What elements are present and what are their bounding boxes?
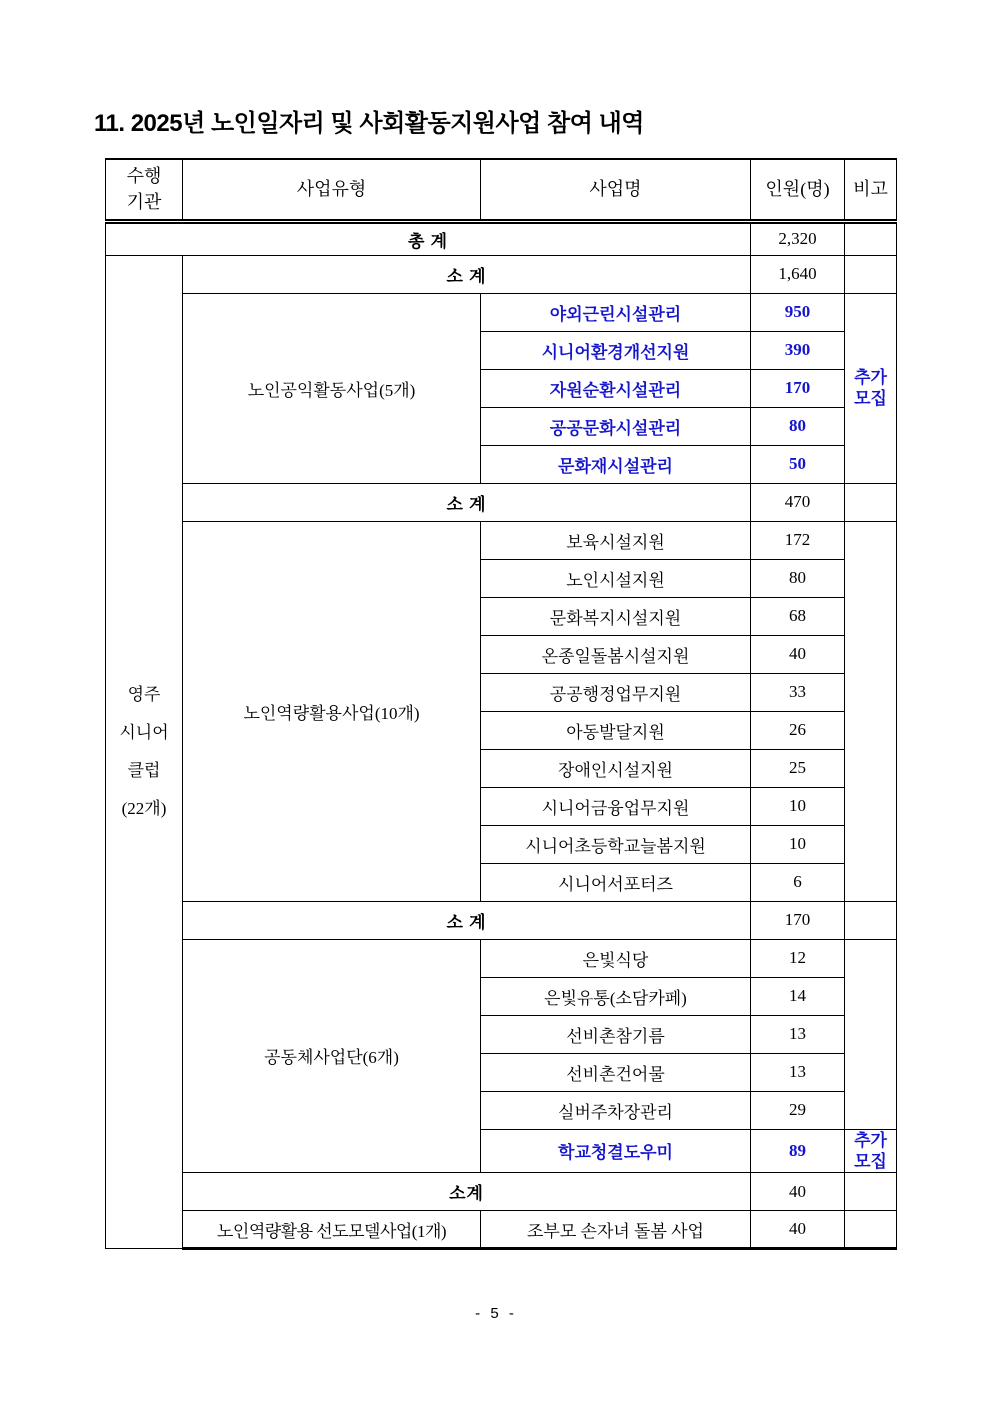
grand-total-value: 2,320 [751, 221, 845, 255]
note-cell-empty [845, 221, 897, 255]
header-org-line2: 기관 [126, 192, 162, 213]
table-row [106, 1211, 897, 1249]
program-name-cell: 문화재시설관리 [481, 445, 751, 483]
program-name-cell: 시니어금융업무지원 [481, 787, 751, 825]
program-name-cell: 장애인시설지원 [481, 749, 751, 787]
program-name-cell: 아동발달지원 [481, 711, 751, 749]
group-type-cell: 공동체사업단(6개) [183, 939, 481, 1173]
program-count-cell: 68 [751, 597, 845, 635]
program-count-cell: 13 [751, 1053, 845, 1091]
org-line: 시니어 [119, 722, 169, 742]
participation-table [105, 158, 897, 1250]
remark-cell [845, 293, 897, 483]
table-row [106, 939, 897, 977]
performing-org-cell [106, 255, 183, 1249]
program-count-cell: 80 [751, 407, 845, 445]
note-cell-empty [845, 1211, 897, 1249]
program-name-cell: 실버주차장관리 [481, 1091, 751, 1129]
subtotal-label: 소계 [183, 1173, 751, 1211]
program-count-cell: 10 [751, 787, 845, 825]
program-count-cell: 390 [751, 331, 845, 369]
group-type-cell: 노인역량활용사업(10개) [183, 521, 481, 901]
note-cell-empty [845, 901, 897, 939]
table-row [106, 521, 897, 559]
remark-line: 추가 [854, 367, 887, 387]
header-count: 인원(명) [751, 159, 845, 221]
subtotal-value: 170 [751, 901, 845, 939]
program-count-cell: 40 [751, 635, 845, 673]
program-name-cell: 노인시설지원 [481, 559, 751, 597]
program-name-cell: 공공행정업무지원 [481, 673, 751, 711]
header-org-line1: 수행 [126, 166, 162, 187]
org-line: 클럽 [127, 760, 161, 780]
program-name-cell: 문화복지시설지원 [481, 597, 751, 635]
program-count-cell: 13 [751, 1015, 845, 1053]
subtotal-label: 소 계 [183, 483, 751, 521]
program-name-cell: 보육시설지원 [481, 521, 751, 559]
note-cell-empty [845, 1173, 897, 1211]
group-type-cell: 노인공익활동사업(5개) [183, 293, 481, 483]
note-cell-empty [845, 939, 897, 1129]
remark-cell [845, 1129, 897, 1173]
program-name-cell: 조부모 손자녀 돌봄 사업 [481, 1211, 751, 1249]
table-row [106, 221, 897, 255]
program-count-cell: 950 [751, 293, 845, 331]
grand-total-label: 총 계 [106, 221, 751, 255]
program-name-cell: 자원순환시설관리 [481, 369, 751, 407]
note-cell-empty [845, 483, 897, 521]
program-name-cell: 공공문화시설관리 [481, 407, 751, 445]
note-cell-empty [845, 521, 897, 901]
group-type-cell: 노인역량활용 선도모델사업(1개) [183, 1211, 481, 1249]
program-count-cell: 40 [751, 1211, 845, 1249]
table-header-row [106, 159, 897, 221]
program-count-cell: 26 [751, 711, 845, 749]
table-row [106, 483, 897, 521]
remark-line: 추가 [854, 1130, 887, 1150]
subtotal-label: 소 계 [183, 901, 751, 939]
program-name-cell: 은빛식당 [481, 939, 751, 977]
header-type: 사업유형 [183, 159, 481, 221]
program-name-cell: 은빛유통(소담카페) [481, 977, 751, 1015]
subtotal-value: 1,640 [751, 255, 845, 293]
program-count-cell: 172 [751, 521, 845, 559]
program-name-cell: 시니어초등학교늘봄지원 [481, 825, 751, 863]
table-row [106, 1173, 897, 1211]
program-name-cell: 시니어환경개선지원 [481, 331, 751, 369]
table-row [106, 901, 897, 939]
program-count-cell: 29 [751, 1091, 845, 1129]
program-count-cell: 50 [751, 445, 845, 483]
subtotal-value: 470 [751, 483, 845, 521]
program-name-cell: 온종일돌봄시설지원 [481, 635, 751, 673]
subtotal-value: 40 [751, 1173, 845, 1211]
table-row [106, 255, 897, 293]
page-title: 11. 2025년 노인일자리 및 사회활동지원사업 참여 내역 [94, 110, 644, 137]
program-name-cell: 선비촌건어물 [481, 1053, 751, 1091]
program-count-cell: 14 [751, 977, 845, 1015]
program-name-cell: 시니어서포터즈 [481, 863, 751, 901]
header-name: 사업명 [481, 159, 751, 221]
program-name-cell: 학교청결도우미 [481, 1129, 751, 1173]
program-count-cell: 10 [751, 825, 845, 863]
header-note: 비고 [845, 159, 897, 221]
program-name-cell: 선비촌참기름 [481, 1015, 751, 1053]
program-count-cell: 89 [751, 1129, 845, 1173]
page-number: - 5 - [475, 1305, 517, 1322]
note-cell-empty [845, 255, 897, 293]
org-line: 영주 [127, 684, 161, 704]
program-count-cell: 170 [751, 369, 845, 407]
program-count-cell: 12 [751, 939, 845, 977]
table-row [106, 293, 897, 331]
header-org [106, 159, 183, 221]
remark-line: 모집 [854, 389, 887, 408]
subtotal-label: 소 계 [183, 255, 751, 293]
org-line: (22개) [121, 798, 167, 818]
program-count-cell: 80 [751, 559, 845, 597]
program-name-cell: 야외근린시설관리 [481, 293, 751, 331]
remark-line: 모집 [854, 1151, 887, 1171]
program-count-cell: 33 [751, 673, 845, 711]
program-count-cell: 6 [751, 863, 845, 901]
program-count-cell: 25 [751, 749, 845, 787]
